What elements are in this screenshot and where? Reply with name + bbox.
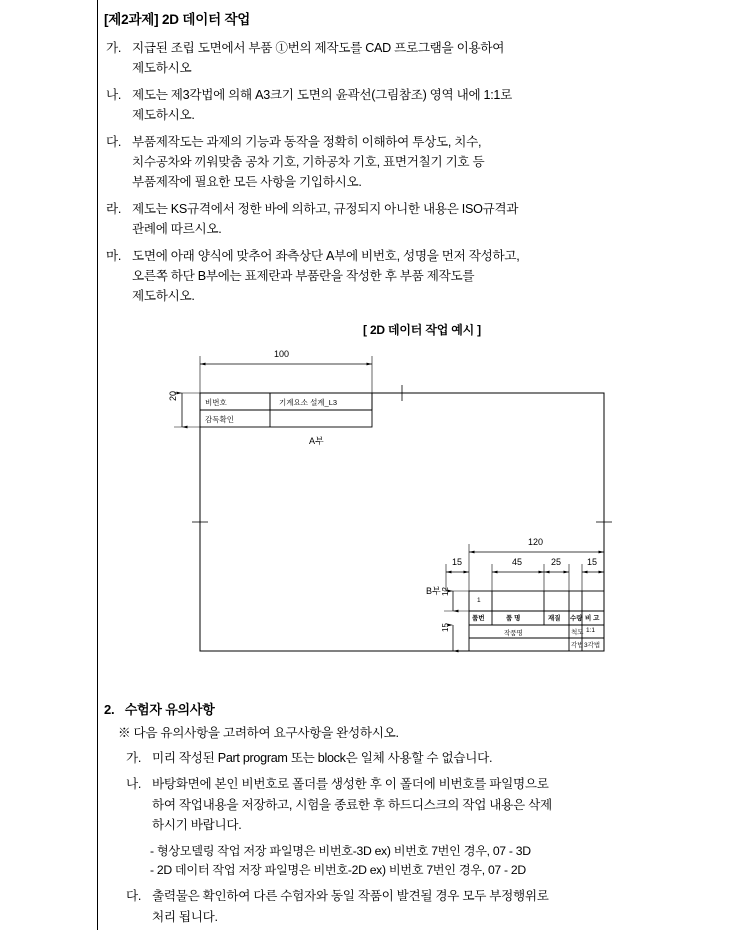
page-title: [제2과제] 2D 데이터 작업 xyxy=(104,12,251,27)
notice-item xyxy=(124,886,740,927)
b-angle-label: 각법 xyxy=(571,641,584,649)
task-item-line: 제도하시오 xyxy=(132,61,192,76)
notices-intro: ※ 다음 유의사항을 고려하여 요구사항을 완성하시오. xyxy=(118,725,399,740)
notice-item-body xyxy=(152,886,740,927)
b-angle-value: 3각법 xyxy=(584,641,601,649)
notices-number: 2. xyxy=(104,701,115,717)
task-item xyxy=(104,132,740,193)
notice-item-marker: 나. xyxy=(126,777,142,792)
dim-bottom-total: 120 xyxy=(528,536,544,547)
dim-bottom-seg-3: 25 xyxy=(551,556,562,567)
a-block-cell-confirm: 감독확인 xyxy=(205,414,234,424)
notice-item xyxy=(124,774,740,835)
task-item-marker: 나. xyxy=(106,87,122,102)
b-name-row: 작품명 xyxy=(504,629,523,637)
task-item-line: 제도는 KS규격에서 정한 바에 의하고, 규정되지 아니한 내용은 ISO규격과 xyxy=(132,201,519,216)
notice-subitem: - 형상모델링 작업 저장 파일명은 비번호-3D ex) 비번호 7번인 경우, 07 - 3D xyxy=(150,843,531,858)
notice-item-line: 하시기 바랍니다. xyxy=(152,818,242,833)
b-scale-label: 척도 xyxy=(571,628,584,636)
dim-bottom-seg-1: 15 xyxy=(452,556,463,567)
figure-caption: [ 2D 데이터 작업 예시 ] xyxy=(363,322,481,337)
task-item-body xyxy=(132,38,740,79)
task-item-line: 부품제작에 필요한 모든 사항을 기입하시오. xyxy=(132,175,362,190)
drawing-svg xyxy=(104,348,740,683)
document-content xyxy=(104,8,740,933)
b-header-pummyeong: 품 명 xyxy=(506,614,521,622)
dim-bottom-seg-2: 45 xyxy=(512,556,523,567)
task-item-line: 지급된 조립 도면에서 부품 ①번의 제작도를 CAD 프로그램을 이용하여 xyxy=(132,41,505,55)
dim-top-height: 20 xyxy=(168,390,178,401)
dim-left-bottom: 15 xyxy=(441,622,450,632)
task-item xyxy=(104,246,740,307)
notice-item xyxy=(124,748,740,768)
notice-item-line: 처리 됩니다. xyxy=(152,909,218,924)
task-item-line: 관례에 따르시오. xyxy=(132,222,222,237)
b-part-row-number: 1 xyxy=(477,596,481,604)
notice-item-line: 미리 작성된 Part program 또는 block은 일체 사용할 수 없습니다. xyxy=(152,751,493,766)
b-header-jaejil: 재질 xyxy=(548,614,561,622)
notices-title: 수험자 유의사항 xyxy=(124,701,215,717)
notice-item-body xyxy=(152,774,740,835)
task-item-body xyxy=(132,132,740,193)
b-header-bigo: 비 고 xyxy=(585,614,600,622)
task-item-line: 제도하시오. xyxy=(132,108,195,123)
notice-subitem: - 2D 데이터 작업 저장 파일명은 비번호-2D ex) 비번호 7번인 경우, 07 - 2D xyxy=(150,863,526,878)
task-item-body xyxy=(132,199,740,240)
task-item-line: 제도하시오. xyxy=(132,289,195,304)
a-part-label: A부 xyxy=(309,435,324,446)
task-item-marker: 다. xyxy=(106,134,122,149)
b-part-label: B부 xyxy=(426,585,441,596)
a-block-cell-title: 기계요소 설계_L3 xyxy=(279,397,338,407)
task-item-body xyxy=(132,246,740,307)
notice-item-marker: 다. xyxy=(126,889,142,904)
notice-item-marker: 가. xyxy=(126,751,142,766)
b-scale-value: 1:1 xyxy=(586,626,596,634)
task-item-marker: 라. xyxy=(106,201,122,216)
notice-item-line: 바탕화면에 본인 비번호로 폴더를 생성한 후 이 폴더에 비번호를 파일명으로 xyxy=(152,777,549,792)
figure-drawing xyxy=(104,348,740,683)
notice-item-body xyxy=(152,748,740,768)
task-item-line: 치수공차와 끼워맞춤 공차 기호, 기하공차 기호, 표면거칠기 기호 등 xyxy=(132,154,485,169)
task-item-marker: 가. xyxy=(106,41,122,55)
dim-bottom-seg-4: 15 xyxy=(587,556,598,567)
notice-item-line: 하여 작업내용을 저장하고, 시험을 종료한 후 하드디스크의 작업 내용은 삭제 xyxy=(152,797,552,812)
b-header-suryang: 수량 xyxy=(570,614,583,622)
task-item xyxy=(104,85,740,126)
page-left-border xyxy=(97,0,98,930)
task-item-line: 오른쪽 하단 B부에는 표제란과 부품란을 작성한 후 부품 제작도를 xyxy=(132,268,475,283)
task-item-line: 부품제작도는 과제의 기능과 동작을 정확히 이해하여 투상도, 치수, xyxy=(132,134,482,149)
task-item xyxy=(104,199,740,240)
dim-top-width: 100 xyxy=(274,348,290,359)
dim-left-small: 12 xyxy=(441,586,450,596)
task-item-line: 도면에 아래 양식에 맞추어 좌측상단 A부에 비번호, 성명을 먼저 작성하고, xyxy=(132,248,520,263)
notice-item-line: 출력물은 확인하여 다른 수험자와 동일 작품이 발견될 경우 모두 부정행위로 xyxy=(152,889,549,904)
a-block-cell-bunho: 비번호 xyxy=(205,397,227,407)
task-item-line: 제도는 제3각법에 의해 A3크기 도면의 윤곽선(그림참조) 영역 내에 1:1로 xyxy=(132,87,512,102)
task-item-body xyxy=(132,85,740,126)
task-item-marker: 마. xyxy=(106,248,122,263)
task-item xyxy=(104,38,740,79)
b-header-pumbun: 품번 xyxy=(472,614,485,622)
notices-heading xyxy=(104,699,740,718)
notices-section xyxy=(104,699,740,927)
